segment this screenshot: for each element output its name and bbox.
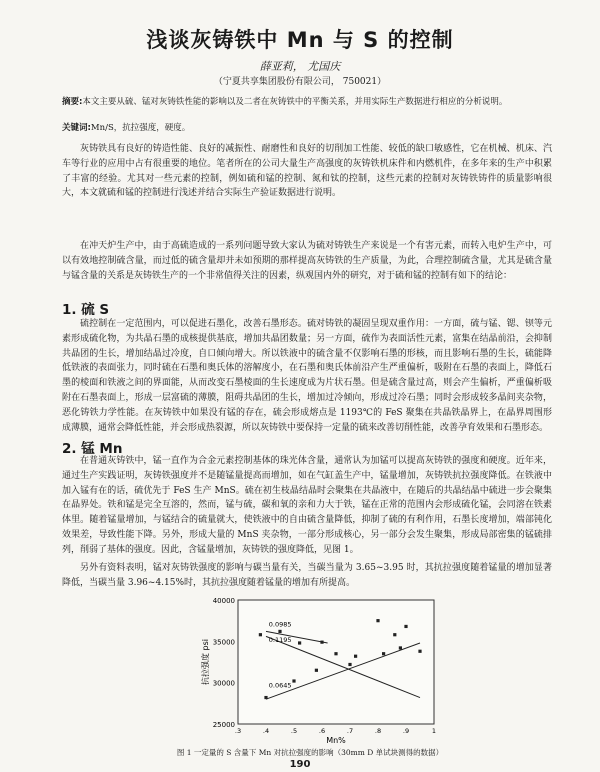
x-tick-label: .3 [234,727,242,735]
keywords [62,121,190,133]
section-2-paragraph-1: 在普通灰铸铁中，锰一直作为合金元素控制基体的珠光体含量，通常认为加锰可以提高灰铸铁的强度和硬度。近年来，通过生产实践证明，灰铸铁强度并不是随锰量提高而增加，如在气缸盖生产中，锰量增加，灰铸铁抗拉强度降低。在铁液中加入锰有在的话，硫优先于 FeS 生产 MnS。硫在初生枝晶结晶时会聚集在共晶液中，在随后的共晶结晶中硫进一步会聚集在晶界处。铁和锰是完全互溶的，然而，锰与硫，碳和氧的亲和力大于铁，锰在正常的范围内会形成硫化锰，会同溶在铁素体里。随着锰量增加，与锰结合的硫量就大，使铁液中的自由硫含量降低，抑制了硫的有利作用，石墨长度增加，端部钝化效果差，导致性能下降。另外，形成大量的 MnS 夹杂物，一部分形成核心，另一部分会发生聚集，形成局部密集的锰硫排列，削弱了基体的强度。因此，含锰量增加，灰铸铁的强度降低，见图 1。 [62,456,552,555]
section-1-heading: 1. 硫 S [62,302,110,318]
sulfur-annotation: 0.1195 [268,636,292,645]
sulfur-annotation: 0.0985 [268,620,292,629]
intro-paragraph-1: 灰铸铁具有良好的铸造性能、良好的减振性、耐磨性和良好的切削加工性能、较低的缺口敏感性，它在机械、机床、汽车等行业的应用中占有很重要的地位。笔者所在的公司大量生产高强度的灰铸铁机床件和内燃机件，在多年来的生产中积累了丰富的经验。尤其对一些元素的控制，例如硫和锰的控制、氮和钛的控制，这些元素的控制对灰铸铁铸件的质量影响很大，本文就硫和锰的控制进行浅述并结合实际生产验证数据进行说明。 [62,144,552,199]
sulfur-annotation: 0.0645 [268,681,292,690]
section-2-heading: 2. 锰 Mn [62,441,123,457]
figure-caption: 图 1 一定量的 S 含量下 Mn 对抗拉强度的影响（30mm D 单试块测得的数据） [176,748,444,757]
data-point [315,669,318,672]
x-tick-label: .9 [402,727,410,735]
data-point [292,679,295,682]
abstract-text: 本文主要从硫、锰对灰铸铁性能的影响以及二者在灰铸铁中的平衡关系，并用实际生产数据进行相应的分析说明。 [82,97,508,107]
data-point [399,646,402,649]
y-tick-label: 25000 [212,721,235,729]
y-tick-label: 40000 [212,597,235,605]
y-axis-label: 抗拉强度 psi [201,638,210,686]
affiliation: （宁夏共享集团股份有限公司， 750021） [213,77,387,87]
y-tick-label: 30000 [212,679,235,688]
intro-paragraph-2: 在冲天炉生产中，由于高硫造成的一系列问题导致大家认为硫对铸铁生产来说是一个有害元素，而转入电炉生产中，可以有效地控制硫含量，而过低的硫含量却并未如预期的那样提高灰铸铁的生产质量，为此，合理控制硫含量，尤其是硫含量与锰含量的关系是灰铸铁生产的一个非常值得关注的因素，纵观国内外的研究，对于硫和锰的控制有如下的结论： [62,241,552,281]
data-point [376,619,379,622]
y-tick-label: 35000 [212,638,235,647]
data-point [334,652,337,655]
keywords-label: 关键词: [62,123,91,133]
chart-svg [200,596,440,746]
data-point [418,650,421,653]
data-point [259,633,262,636]
authors: 薛亚莉， 尤国庆 [259,60,341,73]
data-point [320,641,323,644]
figure-1-chart [200,596,440,746]
section-1-paragraph: 硫控制在一定范围内，可以促进石墨化，改善石墨形态。硫对铸铁的凝固呈现双重作用：一方面，硫与锰、锶、钡等元素形成硫化物，为共晶石墨的成核提供基底，增加共晶团数量；另一方面，硫作为表面活性元素，富集在结晶前沿，会抑制共晶团的生长，增加结晶过冷度，自口倾向增大。所以铁液中的硫含量不仅影响石墨的形核，而且影响石墨的生长，硫能降低铁液的表面张力，同时硫在石墨和奥氏体的溶解度小，在石墨和奥氏体前沿产生严重偏析，吸附在石墨的表面上，降低石墨的棱面和铁液之间的界面能，从而改变石墨棱面的生长速度成为片状石墨。但是硫含量过高，则会产生偏析，严重偏析吸附在石墨表面上，形成一层富硫的薄膜，阻碍共晶团的生长，增加过冷倾向，形成过冷石墨；同时会形成较多晶间夹杂物，恶化铸铁力学性能。在灰铸铁中如果没有锰的存在，硫会形成熔点是 1193℃的 FeS 聚集在共晶铁晶界上，在晶界周围形成薄膜，通常会降低性能，并会形成热裂源，所以灰铸铁中要保持一定量的硫来改善切削性能，改善孕育效果和石墨形态。 [62,319,552,433]
plot-frame [238,600,434,724]
data-point [393,633,396,636]
keywords-text: Mn/S，抗拉强度，硬度。 [90,123,191,133]
x-tick-label: .7 [346,727,354,735]
x-tick-label: .4 [262,727,270,735]
abstract-label: 摘要: [62,97,83,107]
abstract [62,96,552,109]
page-number: 190 [289,759,311,770]
x-tick-label: .6 [318,727,326,735]
data-point [348,663,351,666]
data-point [264,696,267,699]
x-axis-label: Mn% [326,736,346,745]
data-point [278,630,281,633]
x-tick-label: .5 [290,727,298,735]
paper-title: 浅谈灰铸铁中 Mn 与 S 的控制 [146,28,454,52]
x-tick-label: .8 [374,727,382,735]
data-point [382,652,385,655]
x-tick-label: 1 [431,727,437,735]
data-point [404,625,407,628]
section-2-paragraph-2: 另外有资料表明，锰对灰铸铁强度的影响与碳当量有关，当碳当量为 3.65~3.95 时，其抗拉强度随着锰量的增加显著降低，当碳当量 3.96~4.15%时，其抗拉强度随着锰量的增加有所提高。 [62,563,552,588]
data-point [354,655,357,658]
data-point [298,641,301,644]
